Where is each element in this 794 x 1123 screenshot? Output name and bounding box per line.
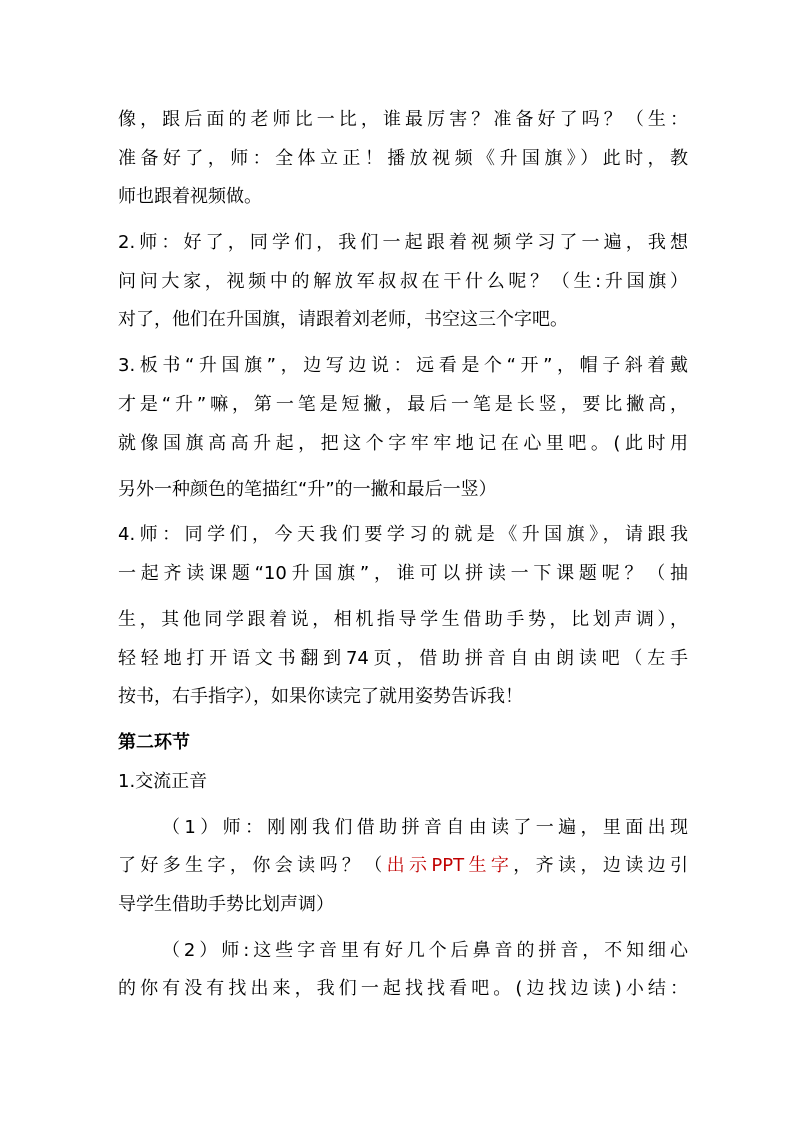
text-line: 生，其他同学跟着说，相机指导学生借助手势，比划声调），	[118, 609, 688, 630]
text-line: 准备好了，师：全体立正！播放视频《升国旗》）此时，教	[118, 148, 688, 169]
text-line: 按书，右手指字），如果你读完了就用姿势告诉我！	[118, 686, 523, 707]
text-line: （1）师：刚刚我们借助拼音自由读了一遍，里面出现	[162, 817, 688, 838]
text-line: 4.师：同学们，今天我们要学习的就是《升国旗》，请跟我	[118, 524, 688, 545]
text-line: 师也跟着视频做。	[118, 186, 262, 207]
text-line: 对了，他们在升国旗，请跟着刘老师，书空这三个字吧。	[118, 309, 568, 330]
text-line: 一起齐读课题“10升国旗”，谁可以拼读一下课题呢？（抽	[118, 563, 688, 584]
text-line: （2）师:这些字音里有好几个后鼻音的拼音，不知细心	[162, 940, 688, 961]
highlighted-text: 出示PPT生字	[386, 855, 514, 876]
text-line: 3.板书“升国旗”，边写边说：远看是个“开”，帽子斜着戴	[118, 355, 688, 376]
text-line: 问问大家，视频中的解放军叔叔在干什么呢？（生:升国旗）	[118, 271, 688, 292]
section-heading: 第二环节	[118, 732, 190, 753]
text-line: 另外一种颜色的笔描红“升”的一撇和最后一竖）	[118, 479, 497, 500]
text-line-with-highlight	[118, 854, 688, 882]
text-line: 像，跟后面的老师比一比，谁最厉害？准备好了吗？（生：	[118, 109, 688, 130]
text-line: 2.师：好了，同学们，我们一起跟着视频学习了一遍，我想	[118, 232, 688, 253]
text-line: 轻轻地打开语文书翻到74页，借助拼音自由朗读吧（左手	[118, 648, 688, 669]
text-line: 才是“升”嘛，第一笔是短撇，最后一笔是长竖，要比撇高，	[118, 394, 688, 415]
text-segment: 了好多生字，你会读吗？（	[118, 855, 387, 876]
text-line: 就像国旗高高升起，把这个字牢牢地记在心里吧。(此时用	[118, 433, 688, 454]
text-segment: ，齐读，边读边引	[513, 855, 688, 876]
subheading: 1.交流正音	[118, 771, 208, 792]
text-line: 导学生借助手势比划声调）	[118, 894, 334, 915]
text-line: 的你有没有找出来，我们一起找找看吧。(边找边读)小结：	[118, 978, 688, 999]
